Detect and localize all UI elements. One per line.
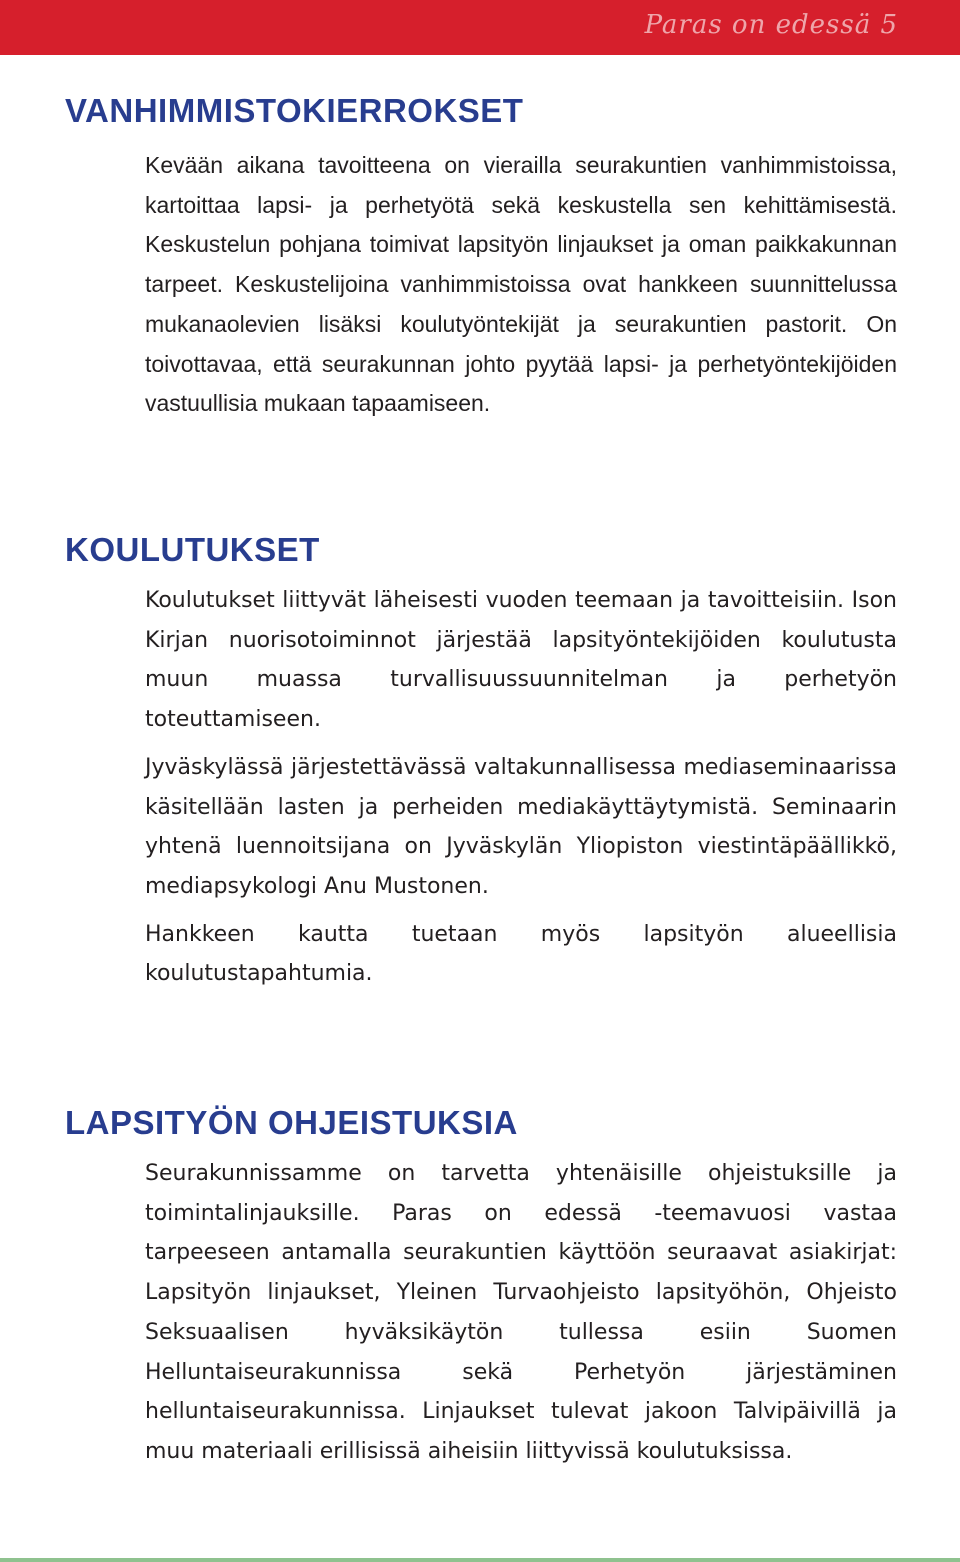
section-paragraph: Hankkeen kautta tuetaan myös lapsityön alueellisia koulutustapahtumia. <box>145 921 897 987</box>
section-paragraph: Jyväskylässä järjestettävässä valtakunnallisessa mediaseminaarissa käsitellään lasten ja perheiden mediakäyttäytymistä. Seminaarin yhtenä luennoitsijana on Jyväskylän Yliopiston viestintäpäällikkö, mediapsykologi Anu Mustonen. <box>145 754 897 899</box>
section-paragraph: Seurakunnissamme on tarvetta yhtenäisille ohjeistuksille ja toimintalinjauksille. Paras on edessä -teemavuosi vastaa tarpeeseen antamalla seurakuntien käyttöön seuraavat asiakirjat: Lapsityön linjaukset, Yleinen Turvaohjeisto lapsityöhön, Ohjeisto Seksuaalisen hyväksikäytön tullessa esiin Suomen Helluntaiseurakunnissa sekä Perhetyön järjestäminen helluntaiseurakunnissa. Linjaukset tulevat jakoon Talvipäivillä ja muu materiaali erillisissä aiheisiin liittyvissä koulutuksissa. <box>145 1161 897 1464</box>
section-heading: VANHIMMISTOKIERROKSET <box>65 92 524 129</box>
section-lapsityon-ohjeistuksia <box>0 1104 960 1472</box>
section-paragraph: Koulutukset liittyvät läheisesti vuoden teemaan ja tavoitteisiin. Ison Kirjan nuorisotoiminnot järjestää lapsityöntekijöiden koulutusta muun muassa turvallisuussuunnitelman ja perhetyön toteuttamiseen. <box>145 588 897 733</box>
section-heading: KOULUTUKSET <box>65 531 320 568</box>
page-header-title: Paras on edessä 5 <box>644 10 898 40</box>
section-vanhimmistokierrokset <box>0 92 960 424</box>
section-heading: LAPSITYÖN OHJEISTUKSIA <box>65 1104 518 1141</box>
section-paragraph: Kevään aikana tavoitteena on vierailla seurakuntien vanhimmistoissa, kartoittaa lapsi- ja perhetyötä sekä keskustella sen kehittämisestä. Keskustelun pohjana toimivat lapsityön linjaukset ja oman paikkakunnan tarpeet. Keskustelijoina vanhimmistoissa ovat hankkeen suunnittelussa mukanaolevien lisäksi koulutyöntekijät ja seurakuntien pastorit. On toivottavaa, että seurakunnan johto pyytää lapsi- ja perhetyöntekijöiden vastuullisia mukaan tapaamiseen. <box>145 152 897 417</box>
footer-rule <box>0 1558 960 1562</box>
section-koulutukset <box>0 531 960 994</box>
